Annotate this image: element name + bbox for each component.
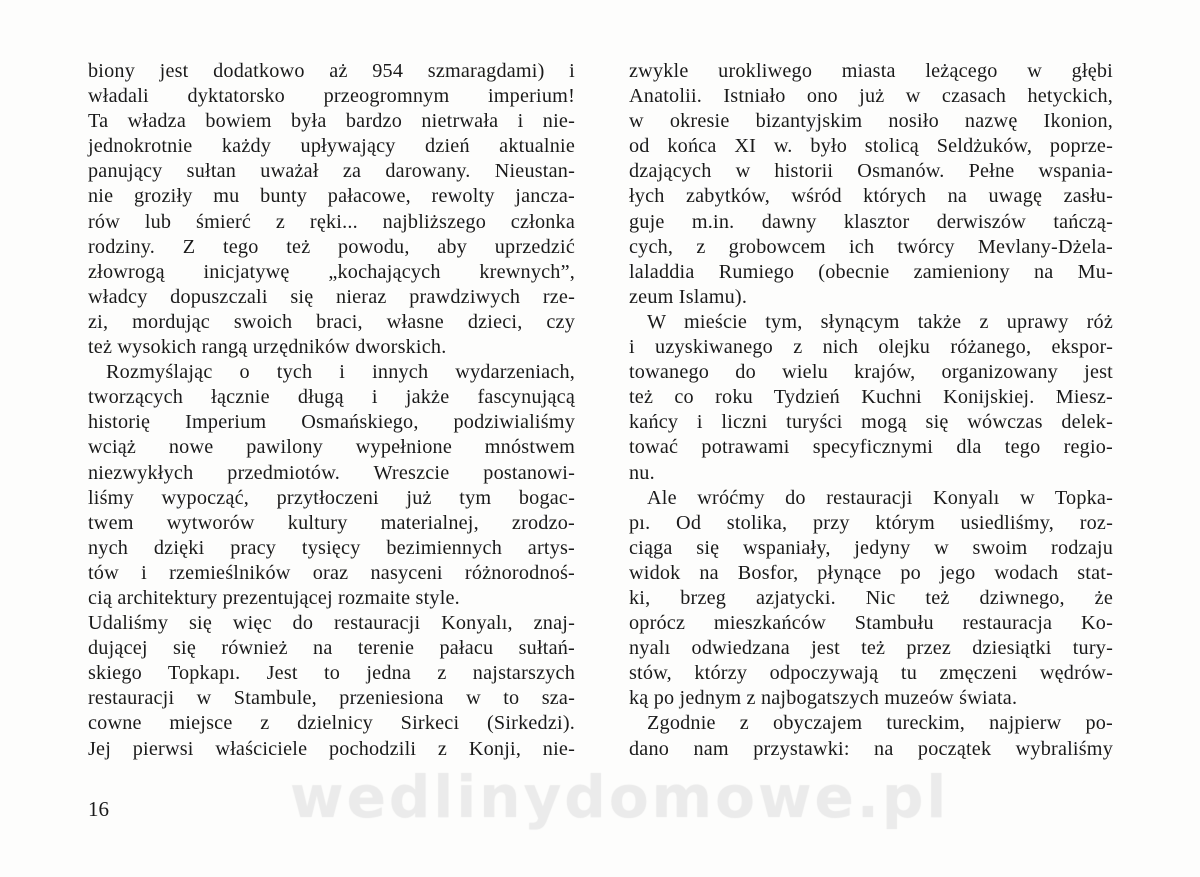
paragraph-start-line: Zgodnie z obyczajem tureckim, najpierw po-	[647, 712, 1113, 735]
text-line: tować potrawami specyficznymi dla tego regio-	[629, 436, 1113, 459]
text-line: rów lub śmierć z ręki... najbliższego członka	[88, 210, 575, 233]
text-line: od końca XI w. było stolicą Seldżuków, poprze-	[629, 135, 1113, 158]
text-line: dującej się również na terenie pałacu sułtań-	[88, 637, 575, 660]
text-line: władali dyktatorsko przeogromnym imperium!	[88, 85, 575, 108]
text-line: panujący sułtan uważał za darowany. Nieustan-	[88, 160, 575, 183]
text-line: stów, którzy odpoczywają tu zmęczeni wędrów-	[629, 662, 1113, 685]
text-line: zwykle urokliwego miasta leżącego w głębi	[629, 60, 1113, 82]
text-line: Anatolii. Istniało ono już w czasach hetyckich,	[629, 85, 1113, 108]
text-line: dano nam przystawki: na początek wybraliśmy	[629, 737, 1113, 760]
page-number: 16	[88, 797, 109, 821]
text-line: też wysokich rangą urzędników dworskich.	[88, 336, 447, 359]
text-line: ką po jednym z najbogatszych muzeów świata.	[629, 687, 1018, 710]
text-line: twem wytworów kultury materialnej, zrodzo-	[88, 511, 575, 534]
text-line: pı. Od stolika, przy którym usiedliśmy, roz-	[629, 511, 1113, 534]
text-line: Ta władza bowiem była bardzo nietrwała i nie-	[88, 110, 575, 133]
text-line: nie groziły mu bunty pałacowe, rewolty jancza-	[88, 185, 575, 208]
text-line: tworzących łącznie długą i jakże fascynującą	[88, 386, 575, 409]
text-line: tów i rzemieślników oraz nasyceni różnorodnoś-	[88, 561, 575, 584]
text-line: biony jest dodatkowo aż 954 szmaragdami) i	[88, 60, 575, 82]
text-line: cych, z grobowcem ich twórcy Mevlany-Dżela-	[629, 235, 1113, 258]
text-line: laladdia Rumiego (obecnie zamieniony na Mu-	[629, 260, 1113, 283]
text-line: restauracji w Stambule, przeniesiona w to sza-	[88, 687, 575, 710]
text-line: Jej pierwsi właściciele pochodzili z Konji, nie-	[88, 737, 575, 760]
text-line: oprócz mieszkańców Stambułu restauracja Ko-	[629, 612, 1113, 635]
text-line: historię Imperium Osmańskiego, podziwialiśmy	[88, 411, 575, 434]
text-line: nych dzięki pracy tysięcy bezimiennych artys-	[88, 536, 575, 559]
text-line: cią architektury prezentującej rozmaite style.	[88, 586, 460, 609]
text-line: kańcy i liczni turyści mogą się wówczas delek-	[629, 411, 1113, 434]
text-line: w okresie bizantyjskim nosiło nazwę Ikonion,	[629, 110, 1113, 133]
text-line: guje m.in. dawny klasztor derwiszów tańczą-	[629, 210, 1113, 233]
text-line: jednokrotnie każdy upływający dzień aktualnie	[88, 135, 575, 158]
text-line: i uzyskiwanego z nich olejku różanego, ekspor-	[629, 336, 1113, 359]
text-line: wciąż nowe pawilony wypełnione mnóstwem	[88, 436, 575, 459]
text-line: widok na Bosfor, płynące po jego wodach stat-	[629, 561, 1113, 584]
left-text-column	[88, 59, 575, 762]
text-line: skiego Topkapı. Jest to jedna z najstarszych	[88, 662, 575, 685]
text-line: też co roku Tydzień Kuchni Konijskiej. Miesz-	[629, 386, 1113, 409]
text-line: dzających w historii Osmanów. Pełne wspania-	[629, 160, 1113, 183]
paragraph-start-line: Ale wróćmy do restauracji Konyalı w Topka-	[647, 486, 1113, 509]
paragraph-start-line: Rozmyślając o tych i innych wydarzeniach,	[106, 361, 575, 384]
text-line: liśmy wypocząć, przytłoczeni już tym bogac-	[88, 486, 575, 509]
text-line: rodziny. Z tego też powodu, aby uprzedzić	[88, 235, 575, 258]
right-text-column	[629, 59, 1113, 762]
text-line: łych zabytków, wśród których na uwagę zasłu-	[629, 185, 1113, 208]
text-line: niezwykłych przedmiotów. Wreszcie postanowi-	[88, 461, 575, 484]
paragraph-start-line: W mieście tym, słynącym także z uprawy róż	[647, 310, 1113, 333]
text-line: towanego do wielu krajów, organizowany jest	[629, 361, 1113, 384]
text-line: zeum Islamu).	[629, 285, 748, 308]
text-line: ki, brzeg azjatycki. Nic też dziwnego, że	[629, 586, 1113, 609]
text-line: władcy dopuszczali się nieraz prawdziwych rze-	[88, 285, 575, 308]
text-line: nyalı odwiedzana jest też przez dziesiątki tury-	[629, 637, 1113, 660]
text-line: nu.	[629, 461, 655, 484]
text-line: zi, mordując swoich braci, własne dzieci, czy	[88, 310, 575, 333]
text-line: Udaliśmy się więc do restauracji Konyalı, znaj-	[88, 612, 575, 635]
watermark: wedlinydomowe.pl	[290, 763, 950, 831]
text-line: cowne miejsce z dzielnicy Sirkeci (Sirkedzi).	[88, 712, 575, 735]
text-line: ciąga się wspaniały, jedyny w swoim rodzaju	[629, 536, 1113, 559]
text-line: złowrogą inicjatywę „kochających krewnych”,	[88, 260, 575, 283]
